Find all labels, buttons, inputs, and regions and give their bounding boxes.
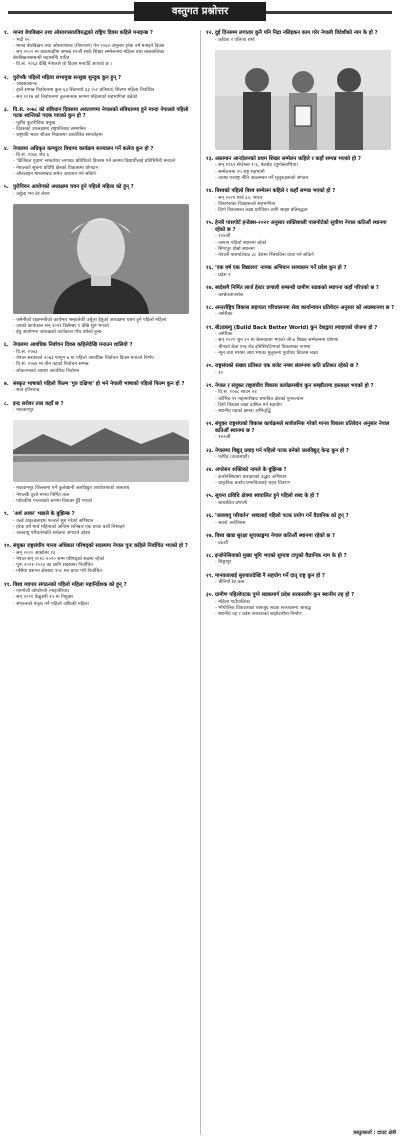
answer-line: - हालै सम्पन्न निर्वाचनमा कुल ६३ सिटमध्ये ३३ (५२ प्रतिशत) सिटमा महिला निर्वाचित [13,88,193,94]
answer-line: - संगठनको नेतृत्व गर्ने पहिलो अफ्रिकी महिला [13,602,193,608]
answer [4,589,193,608]
right-column [206,30,395,625]
answer-line: - दिगो विकास लक्ष्य हासिल गर्न सहयोग [215,403,395,409]
question-number: १३. [206,155,214,162]
answer [206,390,395,415]
answer [206,580,395,586]
question-number: २१. [206,382,214,389]
answer-line: - मकवानपुर जिल्लामा पर्ने कुलेखानी जलविद्युत आयोजनाको जलाशय [13,486,193,492]
answer-line: - एसिया प्रशान्त क्षेत्रबाट १५० मत प्राप्त गरी निर्वाचित [13,569,193,575]
answer [4,153,193,178]
answer-line: - ऑनलाइन माध्यमबाट समेत अध्ययन गर्न सकिने [13,172,193,178]
question-text: नेपालमा अधिकृत कम्प्युटर विधामा कार्यक्रम सञ्चालन गर्ने कलेज कुन हो ? [13,145,154,152]
answer-line: - वि.सं. २०७६ जेठ ६ [13,153,193,159]
answer-line: - प्रदेश २ [215,273,395,279]
answer-line: - दिवसको उपलक्ष्यमा राष्ट्रपतिबाट सम्मानित [13,127,193,133]
answer-line: - इन्डोनेसियामा चलाइएको उद्धार अभियान [215,475,395,481]
question [206,513,395,520]
qa-item [206,363,395,377]
answer-line: - उनको कार्यकाल सन् २०१९ डिसेम्बर १ देखि शुरु भएको [13,324,193,330]
answer-line: - महिला गाउँपालिका [215,600,395,606]
question-text: बी३डब्ल्यु (Build Back Better World) कुन देशद्वारा ल्याइएको योजना हो ? [215,324,378,331]
question-number: ९. [4,511,9,518]
question [206,421,395,434]
answer-line: - १०४औं [215,234,395,240]
answer [4,551,193,576]
answer [4,388,193,394]
question-number: २४. [206,467,214,474]
group-photo [215,50,391,150]
question-text: इन्डोनेसियाको मुख्य भूमि भएको सुमात्रा टापुको वैज्ञानिक नाम के हो ? [215,552,347,559]
answer [206,521,395,527]
question-number: १८. [206,304,214,311]
answer-line: - जापान पहिलो स्थानमा रहेको [215,241,395,247]
answer-line: - स्वान्टे आरेनियस [215,521,395,527]
qa-item [206,493,395,507]
answer-line: - सन् १९६१ सेप्टेम्बर १-६, बेलग्रेड (युगोस्लाभिया) [215,163,395,169]
qa-item [4,342,193,374]
answer-line: - जलवायु परिवर्तनप्रति सचेतना जगाउने उद्देश्य [13,531,193,537]
answer-line: - सन् २०२१ मार्च ३०, भारत [215,196,395,202]
answer-line: - काभ्रेपलाञ्चोक [215,293,395,299]
answer [206,38,395,44]
question-text: संयुक्त राष्ट्रसंघीय मानव अधिकार परिषद्को सदस्यमा नेपाल पुनः कहिले निर्वाचित भएको हो ? [13,543,188,550]
answer [206,560,395,566]
question-number: ६. [4,342,9,349]
qa-item [4,582,193,608]
answer-line: - वि.सं. २०७४ मा तीन तहको निर्वाचन सम्पन्न [13,362,193,368]
question [206,467,395,474]
question [206,573,395,580]
answer-line: - वर्ल्ड वाइल्डलाइफ फन्डले सुरु गरेको अभियान [13,519,193,525]
qa-item [206,188,395,214]
answer [206,234,395,259]
answer-line: - जर्मनीको रक्षामन्त्रीको कार्यभार सम्हालेकी उर्सुला ईयुको अध्यक्षमा चयन हुने पहिलो महिला [13,318,193,324]
question [206,188,395,195]
question [206,156,395,163]
qa-item [206,305,395,319]
question-number: २६. [206,513,214,520]
question [4,184,193,191]
answer-line: - एनगोजी ओकोन्जो (नाइजेरिया) [13,589,193,595]
question [206,265,395,272]
question-text: अपरेसन शक्तिको नामले के बुझिन्छ ? [215,467,287,474]
answer [4,350,193,375]
qa-item [206,513,395,527]
question-number: ११. [4,581,12,588]
question-text: नेपालमा आवधिक निर्वाचन दिवस कहिलेदेखि मनाउन थालियो ? [13,342,133,349]
question-number: २८. [206,552,214,559]
question-text: अन्तर्राष्ट्रिय विकास सहायता परिचालनमा सेवा कार्यान्वयन प्रतिवेदन अनुसार को अग्रस्थानमा छ ? [215,304,395,311]
answer-line: - लोकतन्त्रको आधार आवधिक निर्वाचन [13,369,193,375]
question [4,107,193,120]
question [4,75,193,82]
answer [206,312,395,318]
answer [4,486,193,505]
question-text: 'एक वर्ष एक विद्यालय' नामक अभियान सञ्चालन गर्ने प्रदेश कुन हो ? [215,265,347,272]
qa-item [4,146,193,178]
question-text: सूचना प्रविधि क्षेत्रमा स्वचालित हुने पहिलो शब्द के हो ? [215,493,320,500]
question [206,383,395,390]
answer-line: - १४२औं [215,435,395,441]
section-header [0,0,400,24]
question-number: २७. [206,532,214,539]
qa-item [4,381,193,395]
question-text: मानवतालाई सुरुवातदेखि नै सहयोग गर्ने दातृ राष्ट्र कुन हो ? [215,572,326,579]
lake-photo [13,420,189,482]
qa-item [206,533,395,547]
question-text: दुई दिनसम्म लगातार कुनै पनि निद्रा नलिइकन काम गरेर नेपाली विदेशीको नाम के हो ? [215,30,378,36]
answer-line: - मकवानपुर [13,408,193,414]
qa-item [4,511,193,537]
answer-line: - वि.सं. २०७३ [13,350,193,356]
question [206,533,395,540]
qa-item [206,156,395,182]
answer [4,318,193,337]
answer-line: - स्थानीय तह र प्रदेश सरकारको साझेदारीमा निर्माण [215,612,395,618]
question [206,220,395,233]
question-number: १९. [206,324,214,331]
question [206,325,395,332]
answer-line: - अमेरिका [215,312,395,318]
answer-line: - दिगो विकासका लक्ष्य प्राप्तिका लागि साझा प्रतिबद्धता [215,208,395,214]
qa-item [206,573,395,587]
question [206,493,395,500]
question-text: विश्वको पहिलो विश्व सम्मेलन कहिले र कहाँ सम्पन्न भएको हो ? [215,188,336,194]
question-number: ३०. [206,592,214,599]
byline: प्रस्तुतकर्ता : दाउद क्षेत्री [353,1130,396,1136]
question [206,448,395,455]
answer-line: - अमेरिका [215,332,395,338]
answer-line: - आइसल्यान्ड [13,82,193,88]
question-text: नेपाल र संयुक्त राष्ट्रसंघीय विकास कार्यक्रमबीच कुन सम्झौतामा हस्ताक्षर भएको हो ? [215,382,374,389]
question [206,592,395,599]
question-text: 'अर्थ आवर' भन्नाले के बुझिन्छ ? [13,511,75,518]
question-number: ४. [4,145,9,152]
answer-line: - स्थानीय तहको क्षमता अभिवृद्धि [215,409,395,415]
question-number: ३. [4,106,9,113]
question-number: २९. [206,572,214,579]
answer-line: - नेपाल सरकारले २०७३ फागुन ७ मा पहिलो आवधिक निर्वाचन दिवस मनाउने निर्णय [13,356,193,362]
answer [206,371,395,377]
question [4,543,193,550]
question [4,582,193,589]
answer-line: - कविता र एलिजा शर्मा [215,38,395,44]
question [4,342,193,349]
question-text: विश्व व्यापार संगठनको पहिलो महिला महानिर्देशक को हुन् ? [13,581,127,588]
question-number: १. [4,30,9,36]
question-number: २३. [206,447,214,454]
left-column [4,30,193,614]
answer [4,121,193,140]
answer-line: - कोभिड-१९ महामारीबाट प्रभावित क्षेत्रको पुनरुत्थान [215,397,395,403]
answer [206,163,395,182]
qa-item [206,448,395,462]
question-text: मानव बेचबिखन तथा ओसारपसारविरुद्धको राष्ट्रिय दिवस कहिले मनाइन्छ ? [13,30,153,36]
answer-line: - वि.सं. २०६३ देखि नेपालले यो दिवस मनाउँदै आएको छ । [13,62,193,68]
qa-item [4,401,193,415]
qa-item [4,420,193,505]
question-text: स्वदेशमै निर्मित लार्ज हेस्टर प्रणाली सम्बन्धी ग्रामीण सडकको स्थापना कहाँ गरिएको छ ? [215,285,379,291]
question-number: ७. [4,380,9,387]
answer-line: - नेपाल सन् २०१८-२०२० सम्म परिषद्को सदस्य रहेको [13,557,193,563]
answer-line: - चीनको बेल्ट एन्ड रोड इनिसिएटिभको विकल्पका रूपमा [215,345,395,351]
qa-item [206,421,395,441]
answer-line: - नेपाली पासपोर्टबाट ३८ देशमा भिसाविना यात्रा गर्न सकिने [215,253,395,259]
answer [206,332,395,357]
answer [206,455,395,461]
qa-item [206,30,395,44]
question-number: १०. [4,543,12,550]
qa-item [206,325,395,357]
question [4,401,193,408]
answer-line: - ७६औं [215,541,395,547]
qa-item [206,467,395,487]
answer-line: - वि.सं. २०७८ साउन २४ [215,390,395,396]
question-number: १६. [206,265,214,272]
answer-line: - ईयु आयोगमा अध्यक्षको कार्यकाल पाँच वर्षको हुन्छ [13,330,193,336]
qa-item [4,204,193,337]
answer [206,475,395,487]
answer-line: - 'डिजिटल गुदाम' सफ्टवेयर लगायत प्रविधिको विकास गर्ने क्रममा विद्यार्थीलाई प्रविधिमैत्री बनाउने [13,159,193,165]
question-text: इन्द्र सरोवर ताल कहाँ छ ? [13,400,64,407]
question-text: ग्रामीण पहिलोपटक पुग्ने सडकमार्ग प्रदेश सरकारसँग कुन स्थानीय तह हो ? [215,592,355,599]
answer-line: - सत्य हरिश्चन्द्र [13,388,193,394]
answer-line: - प्राकृतिक प्रकोप प्रभावितलाई राहत वितरण [215,481,395,487]
qa-item [206,383,395,415]
answer-line: - स्वचालित प्रणाली [215,501,395,507]
question [206,285,395,292]
answer-line: - न्यून तथा मध्यम आय भएका मुलुकमा पूर्वाधार विकास लक्ष्य [215,351,395,357]
question-number: २५. [206,493,214,500]
answer [206,273,395,279]
qa-item [206,265,395,279]
qa-item [206,285,395,299]
qa-item [4,107,193,140]
answer-line: - सन् २०२१ फेब्रुअरी १५ मा नियुक्त [13,595,193,601]
answer-line: - भौगोलिक विकटताका बाबजुद सडक सञ्जालमा आबद्ध [215,606,395,612]
question [4,146,193,153]
question-text: राष्ट्रसंघको संख्या प्रतिशत एक बजेट नम्बर संलग्नमा कति प्रतिशत रहेको छ ? [215,363,359,369]
qa-item [206,220,395,259]
section-title: वस्तुगत प्रश्नोत्तर [134,2,266,21]
question [206,30,395,37]
answer-line: - सिंगापुर दोस्रो स्थानमा [215,247,395,253]
answer-line: - सन् २०२० अक्टोबर १३ [13,551,193,557]
answer [206,600,395,619]
answer-line: - चीनियाँ रेड क्रस [215,580,395,586]
answer-line: - उर्सुला भन डेर लेयन [13,192,193,198]
question-number: २. [4,74,9,81]
question-number: ५. [4,184,9,191]
question [206,553,395,560]
question-text: हेन्ली पासपोर्ट इन्डेक्स-२०२१ अनुसार शक्तिशाली पासपोर्टको सूचीमा नेपाल कतिऔं स्थानमा रहेको छ ? [215,220,387,233]
question-text: संयुक्त राष्ट्रसंघको विकास कार्यक्रमले सार्वजनिक गरेको मानव विकास प्रतिवेदन अनुसार नेपाल कतिऔं स्थानमा छ ? [215,421,390,434]
question-number: १५. [206,220,214,227]
answer-line: - पर्यटकीय गन्तव्यको रूपमा विकास हुँदै गएको [13,499,193,505]
answer-line: - तटस्थ परराष्ट्र नीति अवलम्बन गर्ने मुलुकहरूको संगठन [215,176,395,182]
question-text: अस्तमान आन्दोलनको प्रथम शिखर सम्मेलन कहिले र कहाँ सम्पन्न भएको हो ? [215,155,361,162]
answer-line: - नेपालकै ठूलो मानव निर्मित ताल [13,493,193,499]
answer [206,501,395,507]
qa-item [4,30,193,69]
answer [206,541,395,547]
answer-line: - पूर्वीय कूटनीतिक प्रमुख [13,121,193,127]
question-number: २२. [206,421,214,428]
answer [206,196,395,215]
answer [4,82,193,101]
answer [4,519,193,538]
qa-item [206,592,395,618]
answer-line: - मानव बेचबिखन तथा ओसारपसार (नियन्त्रण) ऐन २०६४ अनुसार हरेक वर्ष मनाइने दिवस [13,44,193,50]
question-text: 'जलवायु परिवर्तन' शब्दलाई पहिलो पटक प्रयोग गर्ने वैज्ञानिक को हुन् ? [215,513,349,520]
question-text: युरोपकै पहिलो महिला सभामुख सन्सुन्ना सुन्दुक कुन हुन् ? [13,74,121,81]
question [4,511,193,518]
question-number: १२. [206,30,214,36]
qa-item [4,543,193,575]
answer [4,192,193,198]
answer [206,293,395,299]
answer [4,408,193,414]
question-number: १४. [206,188,214,194]
answer-line: - सिङ्गापुर [215,560,395,566]
question-text: विश्व खाद्य सुरक्षा सूचकाङ्कमा नेपाल कतिऔं स्थानमा रहेको छ ? [215,532,335,539]
answer-line: - भदौ २५ [13,38,193,44]
question-text: नेपालमा विद्युत् प्रवाह गर्न पहिलो पटक बनेको जलविद्युत् केन्द्र कुन हो ? [215,447,349,454]
qa-item [4,184,193,198]
question-number: ८. [4,400,9,407]
question [4,30,193,37]
answer-line: - सम्मेलनमा २५ राष्ट्र सहभागी [215,170,395,176]
qa-item [4,75,193,101]
question-text: वि.सं. २०७८ को संविधान दिवसमा अवतरणमा नेपालको संविधानमा हुने मान्दा नेपालले पहिलो पटक शान्तिको पदक पाएको कुन हो ? [13,106,189,120]
question [4,381,193,388]
qa-item [206,50,395,150]
answer-line: - फर्पिङ (काठमाडौं) [215,455,395,461]
answer-line: - राष्ट्रपति भवन शीतल निवासमा आयोजित समारोहमा [13,133,193,139]
question [206,305,395,312]
answer-line: - सन् २००२ मा काठमाडौंमा सम्पन्न ११औं सार्क शिखर सम्मेलनमा महिला तथा बालबालिका बेचबिखनसम्बन्धी महासन्धि पारित [13,50,193,62]
answer-line: - पुनः २०२१-२०२३ का लागि सदस्यमा निर्वाचित [13,563,193,569]
answer-line: - विश्वभरका विज्ञहरूको सहभागिता [215,202,395,208]
question-text: युरोपियन आयोगको अध्यक्षमा चयन हुने पहिलो महिला को हुन् ? [13,184,134,191]
answer [206,435,395,441]
answer-line: - हरेक वर्ष मार्च महिनाको अन्तिम शनिबार एक घण्टा बत्ती निभाइने [13,525,193,531]
question-number: २०. [206,363,214,369]
qa-item [206,553,395,567]
question-text: संस्कृत भाषाको पहिलो फिल्म 'गुरु दक्षिणा' हो भने नेपाली भाषाको पहिलो फिल्म कुन हो ? [13,380,185,387]
portrait-photo [13,204,189,314]
question-number: १७. [206,285,214,291]
answer-line: - नेपालको सूचना प्रविधि क्षेत्रको विकासमा योगदान [13,166,193,172]
answer-line: - सन् २०१७ को निर्वाचनमा तुलनात्मक रूपमा महिलाको सहभागिता बढेको [13,95,193,101]
answer-line: - १० [215,371,395,377]
column-divider [200,30,201,1135]
answer [4,38,193,69]
answer-line: - सन् २०२१ जुन १२ मा बेलायतमा भएको जी-७ शिखर सम्मेलनमा घोषणा [215,338,395,344]
question [206,363,395,370]
